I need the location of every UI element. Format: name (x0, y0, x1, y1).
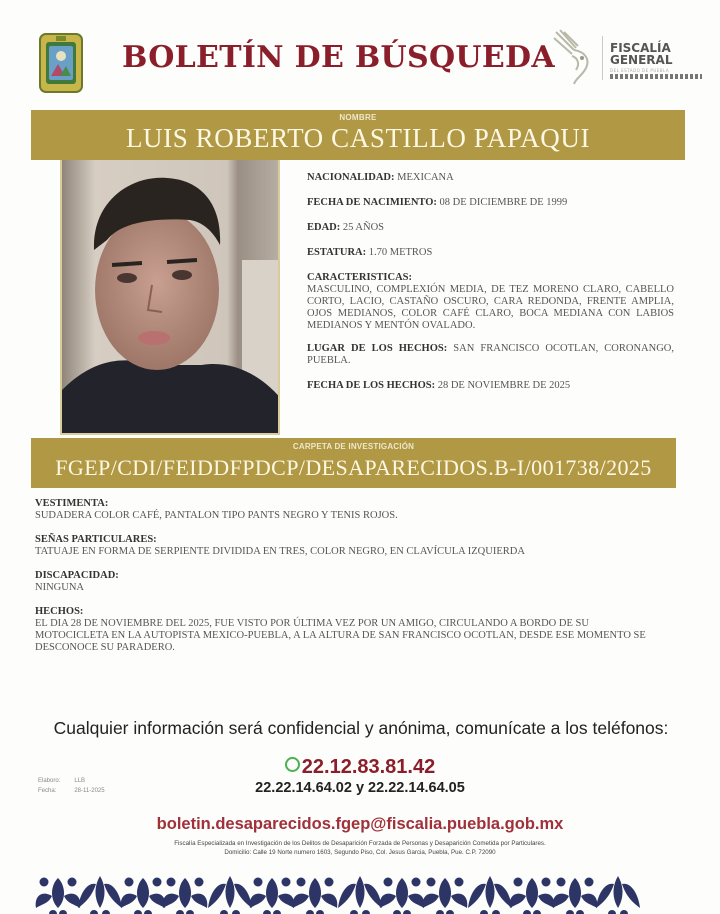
fact-discapacidad: DISCAPACIDAD: NINGUNA (35, 570, 119, 593)
name-band (31, 110, 685, 160)
footer-address: Fiscalía Especializada en Investigación de los Delitos de Desaparición Forzada de Personas y Desaparición Cometida por Particulares. Domicilio: Calle 19 Norte numero 1603, Segundo Piso, Col. Jesus Garcia, Puebla, Pue. C.P. 72090 (174, 840, 546, 856)
detail-fecha-nacimiento: FECHA DE NACIMIENTO: 08 DE DICIEMBRE DE 1999 (307, 197, 568, 208)
fact-hechos: HECHOS: EL DIA 28 DE NOVIEMBRE DEL 2025, FUE VISTO POR ÚLTIMA VEZ POR UN AMIGO, CIRCULANDO A BORDO DE SU MOTOCICLETA EN LA AUTOPISTA MEXICO-PUEBLA, A LA ALTURA DE SAN FRANCISCO OCOTLAN, DESDE ESE MOMENTO SE DESCONOCE SU PARADERO. (35, 606, 646, 653)
detail-edad: EDAD: 25 AÑOS (307, 222, 385, 233)
person-details (307, 172, 674, 405)
whatsapp-number[interactable]: 22.12.83.81.42 (0, 756, 720, 779)
fiscalia-name: FISCALÍA GENERAL (610, 41, 673, 67)
detail-lugar-hechos: LUGAR DE LOS HECHOS: SAN FRANCISCO OCOTLAN, CORONANGO, PUEBLA. (307, 343, 674, 366)
contact-lead-text: Cualquier información será confidencial y anónima, comunícate a los teléfonos: (53, 718, 669, 738)
fact-senas-particulares: SEÑAS PARTICULARES: TATUAJE EN FORMA DE SERPIENTE DIVIDIDA EN TRES, COLOR NEGRO, EN CLAVÍCULA IZQUIERDA (35, 534, 525, 557)
whatsapp-icon (285, 757, 300, 772)
elaboro-info: Elaboro: LLB Fecha: 28-11-2025 (38, 778, 105, 794)
missing-person-photo (60, 160, 280, 435)
fact-vestimenta: VESTIMENTA: SUDADERA COLOR CAFÉ, PANTALON TIPO PANTS NEGRO Y TENIS ROJOS. (35, 498, 398, 521)
contact-email-link[interactable]: boletin.desaparecidos.fgep@fiscalia.puebla.gob.mx (156, 815, 564, 833)
state-seal-logo (38, 32, 84, 94)
header (0, 0, 720, 105)
fiscalia-subtitle: DEL ESTADO DE PUEBLA (610, 68, 670, 73)
detail-fecha-hechos: FECHA DE LOS HECHOS: 28 DE NOVIEMBRE DE 2025 (307, 380, 571, 391)
carpeta-number: FGEP/CDI/FEIDDFPDCP/DESAPARECIDOS.B-I/001738/2025 (55, 455, 652, 480)
name-label: NOMBRE (339, 113, 377, 122)
page-title: BOLETÍN DE BÚSQUEDA (122, 40, 555, 75)
talavera-pattern-border (0, 872, 720, 914)
detail-nacionalidad: NACIONALIDAD: MEXICANA (307, 172, 454, 183)
missing-person-name: LUIS ROBERTO CASTILLO PAPAQUI (125, 123, 591, 153)
decorative-pattern-icon (0, 872, 720, 914)
portrait-image (62, 160, 280, 435)
detail-caracteristicas: CARACTERISTICAS: MASCULINO, COMPLEXIÓN MEDIA, DE TEZ MORENO CLARO, CABELLO CORTO, LACIO, CASTAÑO OSCURO, CARA REDONDA, FRENTE AMPLIA, OJOS MEDIANOS, COLOR CAFÉ CLARO, BOCA MEDIANA CON LABIOS MEDIANOS Y MENTÓN OVALADO. (307, 272, 674, 331)
detail-estatura: ESTATURA: 1.70 METROS (307, 247, 433, 258)
decorative-stripe (610, 74, 702, 79)
carpeta-band (31, 438, 676, 488)
eagle-warrior-icon (552, 28, 598, 86)
phone-numbers[interactable]: 22.22.14.64.02 y 22.22.14.64.05 (255, 780, 465, 796)
case-facts (35, 498, 675, 666)
logo-separator (602, 36, 603, 80)
carpeta-label: CARPETA DE INVESTIGACIÓN (292, 442, 415, 451)
fiscalia-logo (552, 28, 712, 88)
